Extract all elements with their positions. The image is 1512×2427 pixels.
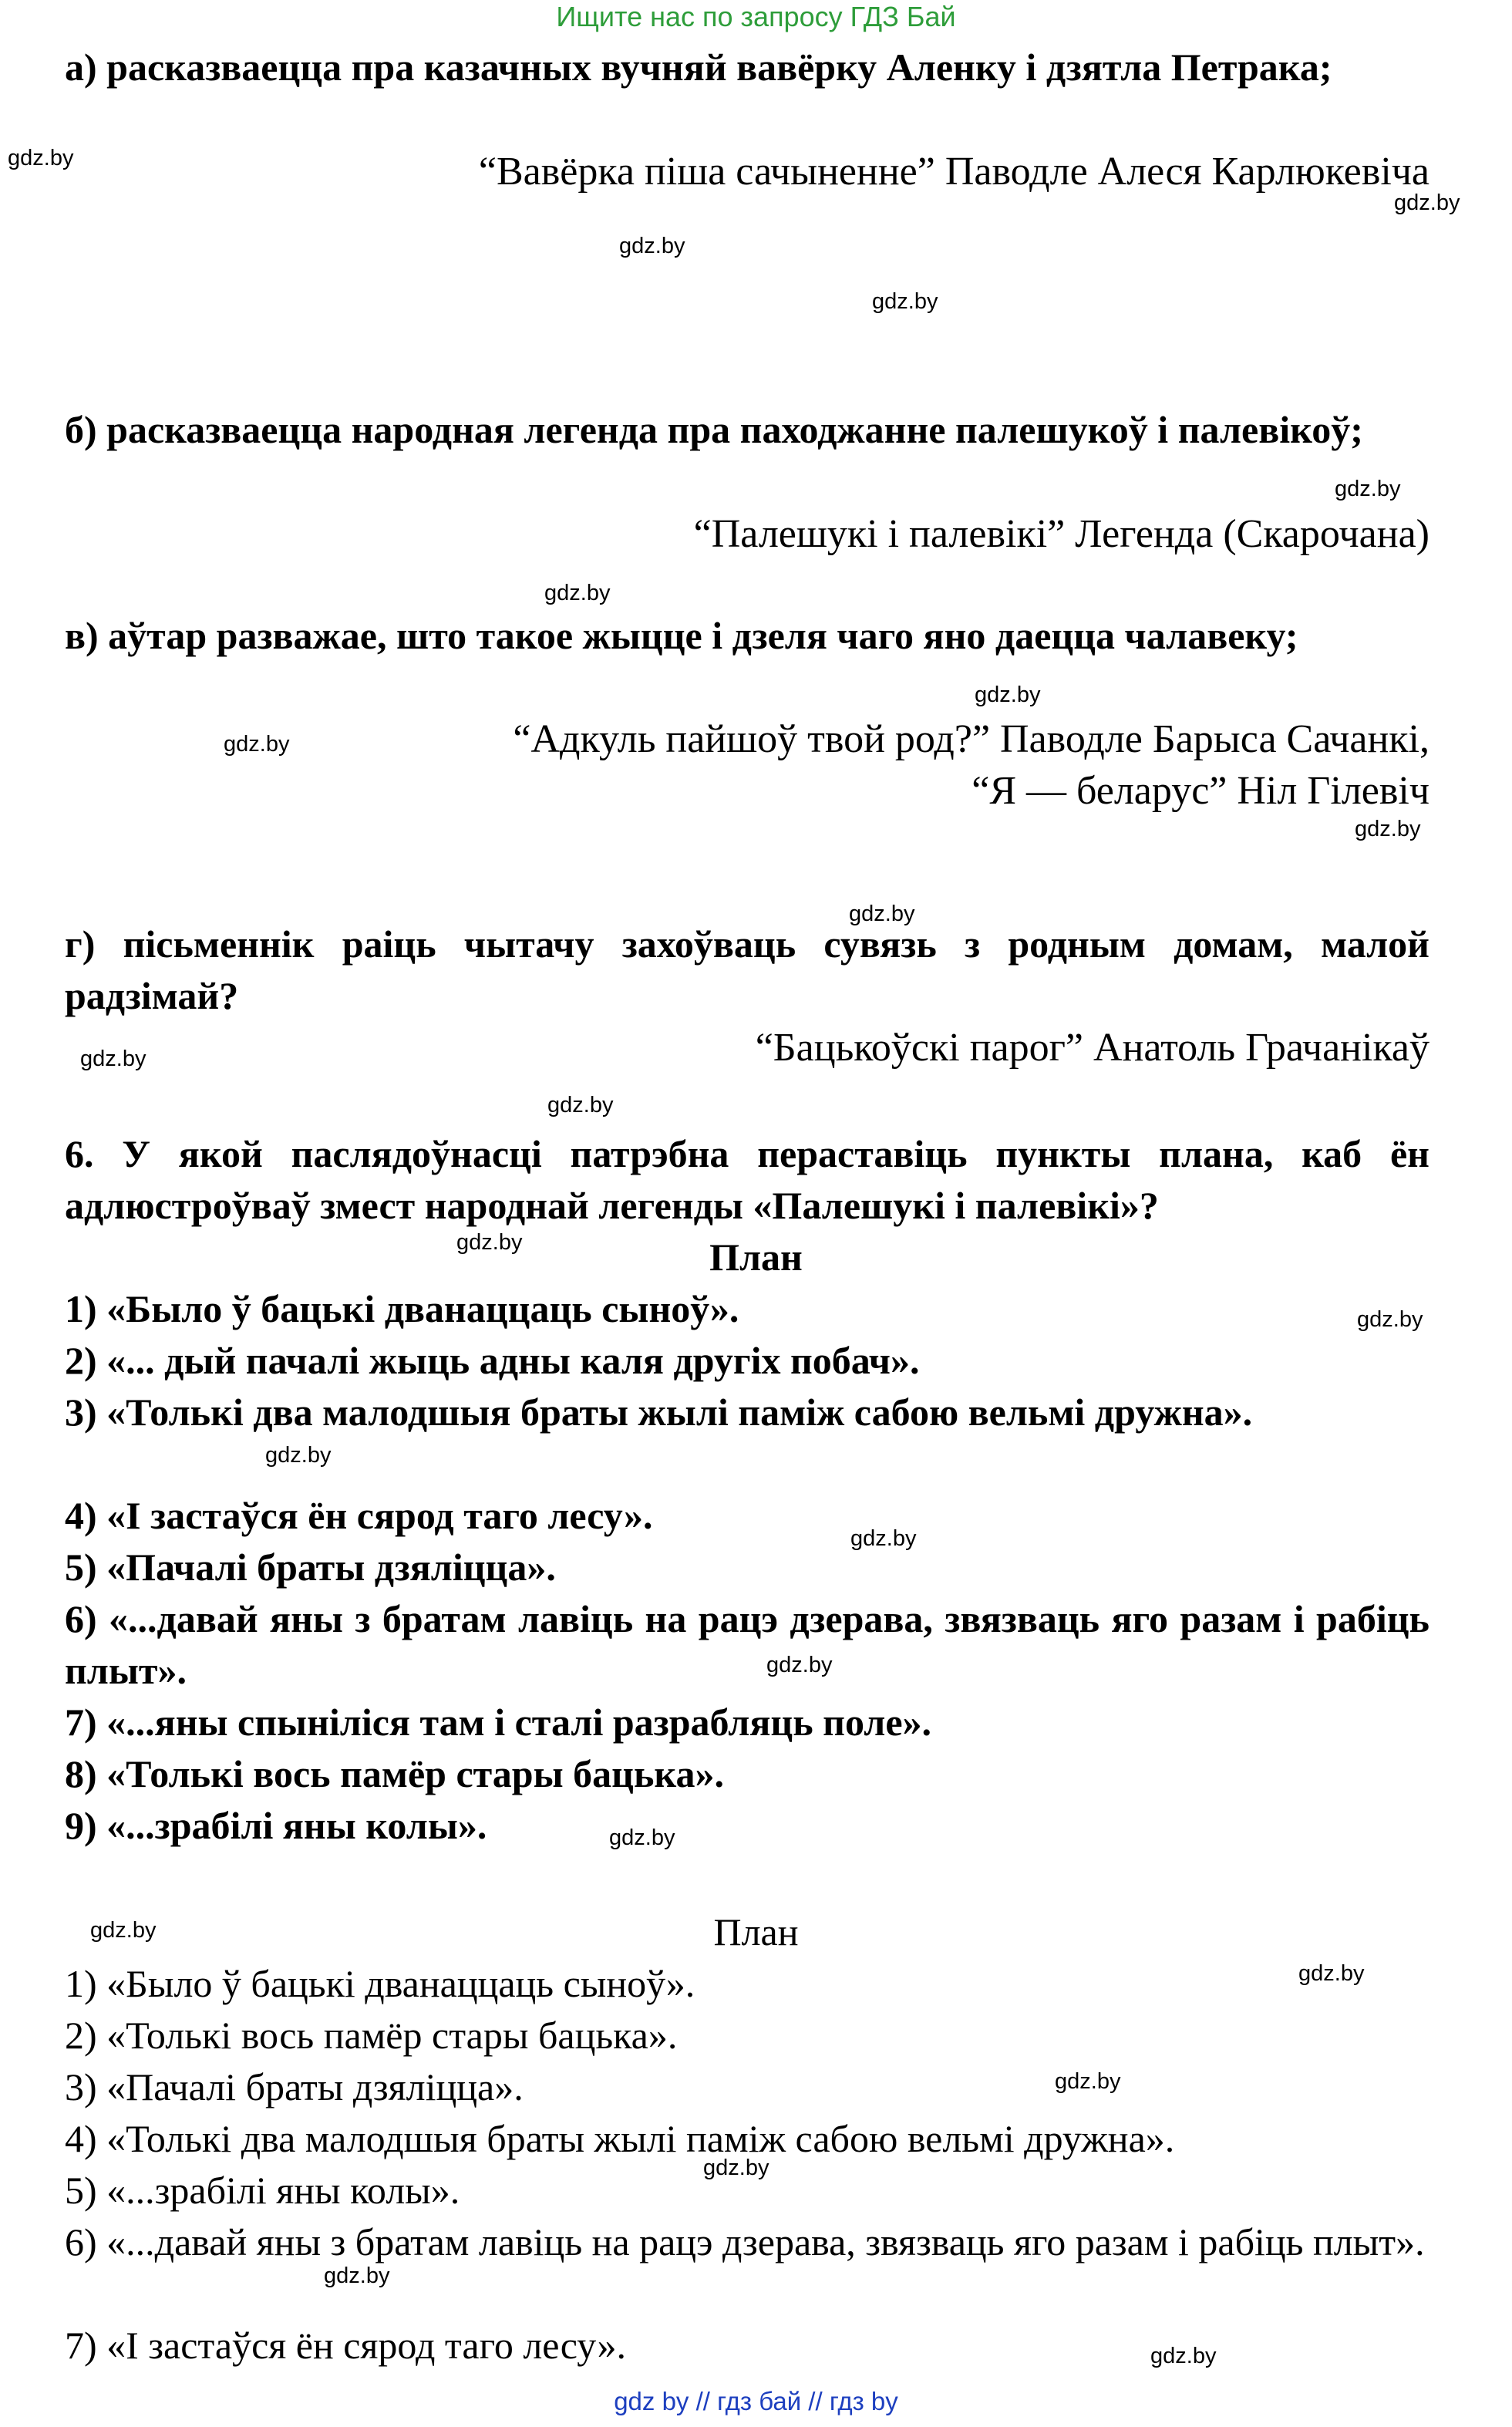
watermark: gdz.by xyxy=(1150,2344,1217,2368)
task6-item-5: 5) «Пачалі браты дзяліцца». xyxy=(65,1546,556,1589)
task6-item-6: 6) «...давай яны з братам лавіць на рацэ дзерава, звязваць яго разам і рабіць плыт». xyxy=(65,1597,1429,1692)
answer-plan-item-2: 2) «Толькі вось памёр стары бацька». xyxy=(65,2014,678,2057)
task6-item-9: 9) «...зрабілі яны колы». xyxy=(65,1804,487,1847)
question-a: а) расказваецца пра казачных вучняй вавёрку Аленку і дзятла Петрака; xyxy=(65,46,1332,89)
task6-item-1: 1) «Было ў бацькі дванаццаць сыноў». xyxy=(65,1287,739,1330)
question-g: г) пісьменнік раіць чытачу захоўваць сувязь з родным домам, малой радзімай? xyxy=(65,922,1429,1017)
watermark: gdz.by xyxy=(265,1443,332,1468)
watermark: gdz.by xyxy=(703,2156,769,2180)
question-b: б) расказваецца народная легенда пра паходжанне палешукоў і палевікоў; xyxy=(65,408,1363,451)
task6-item-8: 8) «Толькі вось памёр стары бацька». xyxy=(65,1752,724,1795)
watermark: gdz.by xyxy=(975,683,1041,707)
watermark: gdz.by xyxy=(1298,1961,1365,1986)
watermark: gdz.by xyxy=(1357,1307,1423,1332)
answer-plan-title: План xyxy=(713,1910,799,1953)
watermark: gdz.by xyxy=(8,146,74,170)
task6-question: 6. У якой паслядоўнасці патрэбна пераставіць пункты плана, каб ён адлюстроўваў змест народнай легенды «Палешукі і палевікі»? xyxy=(65,1132,1429,1227)
answer-v-2: “Я — беларус” Ніл Гілевіч xyxy=(972,769,1429,813)
watermark: gdz.by xyxy=(224,732,290,757)
answer-plan-item-4: 4) «Толькі два малодшыя браты жылі паміж сабою вельмі дружна». xyxy=(65,2117,1175,2160)
task6-item-7: 7) «...яны спыніліся там і сталі разрабляць поле». xyxy=(65,1701,932,1744)
task6-item-2: 2) «... дый пачалі жыць адны каля другіх побач». xyxy=(65,1339,920,1382)
answer-plan-item-7: 7) «І застаўся ён сярод таго лесу». xyxy=(65,2324,627,2367)
answer-v-1: “Адкуль пайшоў твой род?” Паводле Барыса Сачанкі, xyxy=(513,717,1429,761)
footer-links[interactable]: gdz by // гдз бай // гдз by xyxy=(614,2387,898,2415)
watermark: gdz.by xyxy=(1355,817,1421,841)
answer-a: “Вавёрка піша сачыненне” Паводле Алеся Карлюкевіча xyxy=(478,150,1429,194)
watermark: gdz.by xyxy=(850,1526,917,1551)
watermark: gdz.by xyxy=(609,1825,675,1850)
answer-plan-item-5: 5) «...зрабілі яны колы». xyxy=(65,2169,460,2212)
watermark: gdz.by xyxy=(872,289,938,314)
answer-plan-item-3: 3) «Пачалі браты дзяліцца». xyxy=(65,2065,524,2108)
watermark: gdz.by xyxy=(849,902,915,926)
watermark: gdz.by xyxy=(80,1047,146,1071)
watermark: gdz.by xyxy=(456,1230,523,1255)
watermark: gdz.by xyxy=(324,2264,390,2288)
watermark: gdz.by xyxy=(619,234,685,258)
watermark: gdz.by xyxy=(547,1093,614,1117)
watermark: gdz.by xyxy=(544,581,611,605)
watermark: gdz.by xyxy=(1394,190,1460,215)
answer-g: “Бацькоўскі парог” Анатоль Грачанікаў xyxy=(755,1026,1429,1070)
task6-item-3: 3) «Толькі два малодшыя браты жылі паміж сабою вельмі дружна». xyxy=(65,1390,1253,1434)
answer-plan-item-1: 1) «Было ў бацькі дванаццаць сыноў». xyxy=(65,1962,695,2005)
task6-item-4: 4) «І застаўся ён сярод таго лесу». xyxy=(65,1494,653,1537)
watermark: gdz.by xyxy=(90,1918,157,1943)
task6-plan-title: План xyxy=(709,1235,803,1279)
answer-b: “Палешукі і палевікі” Легенда (Скарочана) xyxy=(693,512,1429,556)
watermark: gdz.by xyxy=(766,1653,833,1677)
watermark: gdz.by xyxy=(1335,477,1401,501)
question-v: в) аўтар разважае, што такое жыцце і дзеля чаго яно даецца чалавеку; xyxy=(65,614,1298,657)
answer-plan-item-6: 6) «...давай яны з братам лавіць на рацэ дзерава, звязваць яго разам і рабіць плыт». xyxy=(65,2220,1425,2264)
top-banner[interactable]: Ищите нас по запросу ГДЗ Бай xyxy=(556,1,956,32)
watermark: gdz.by xyxy=(1055,2069,1121,2094)
